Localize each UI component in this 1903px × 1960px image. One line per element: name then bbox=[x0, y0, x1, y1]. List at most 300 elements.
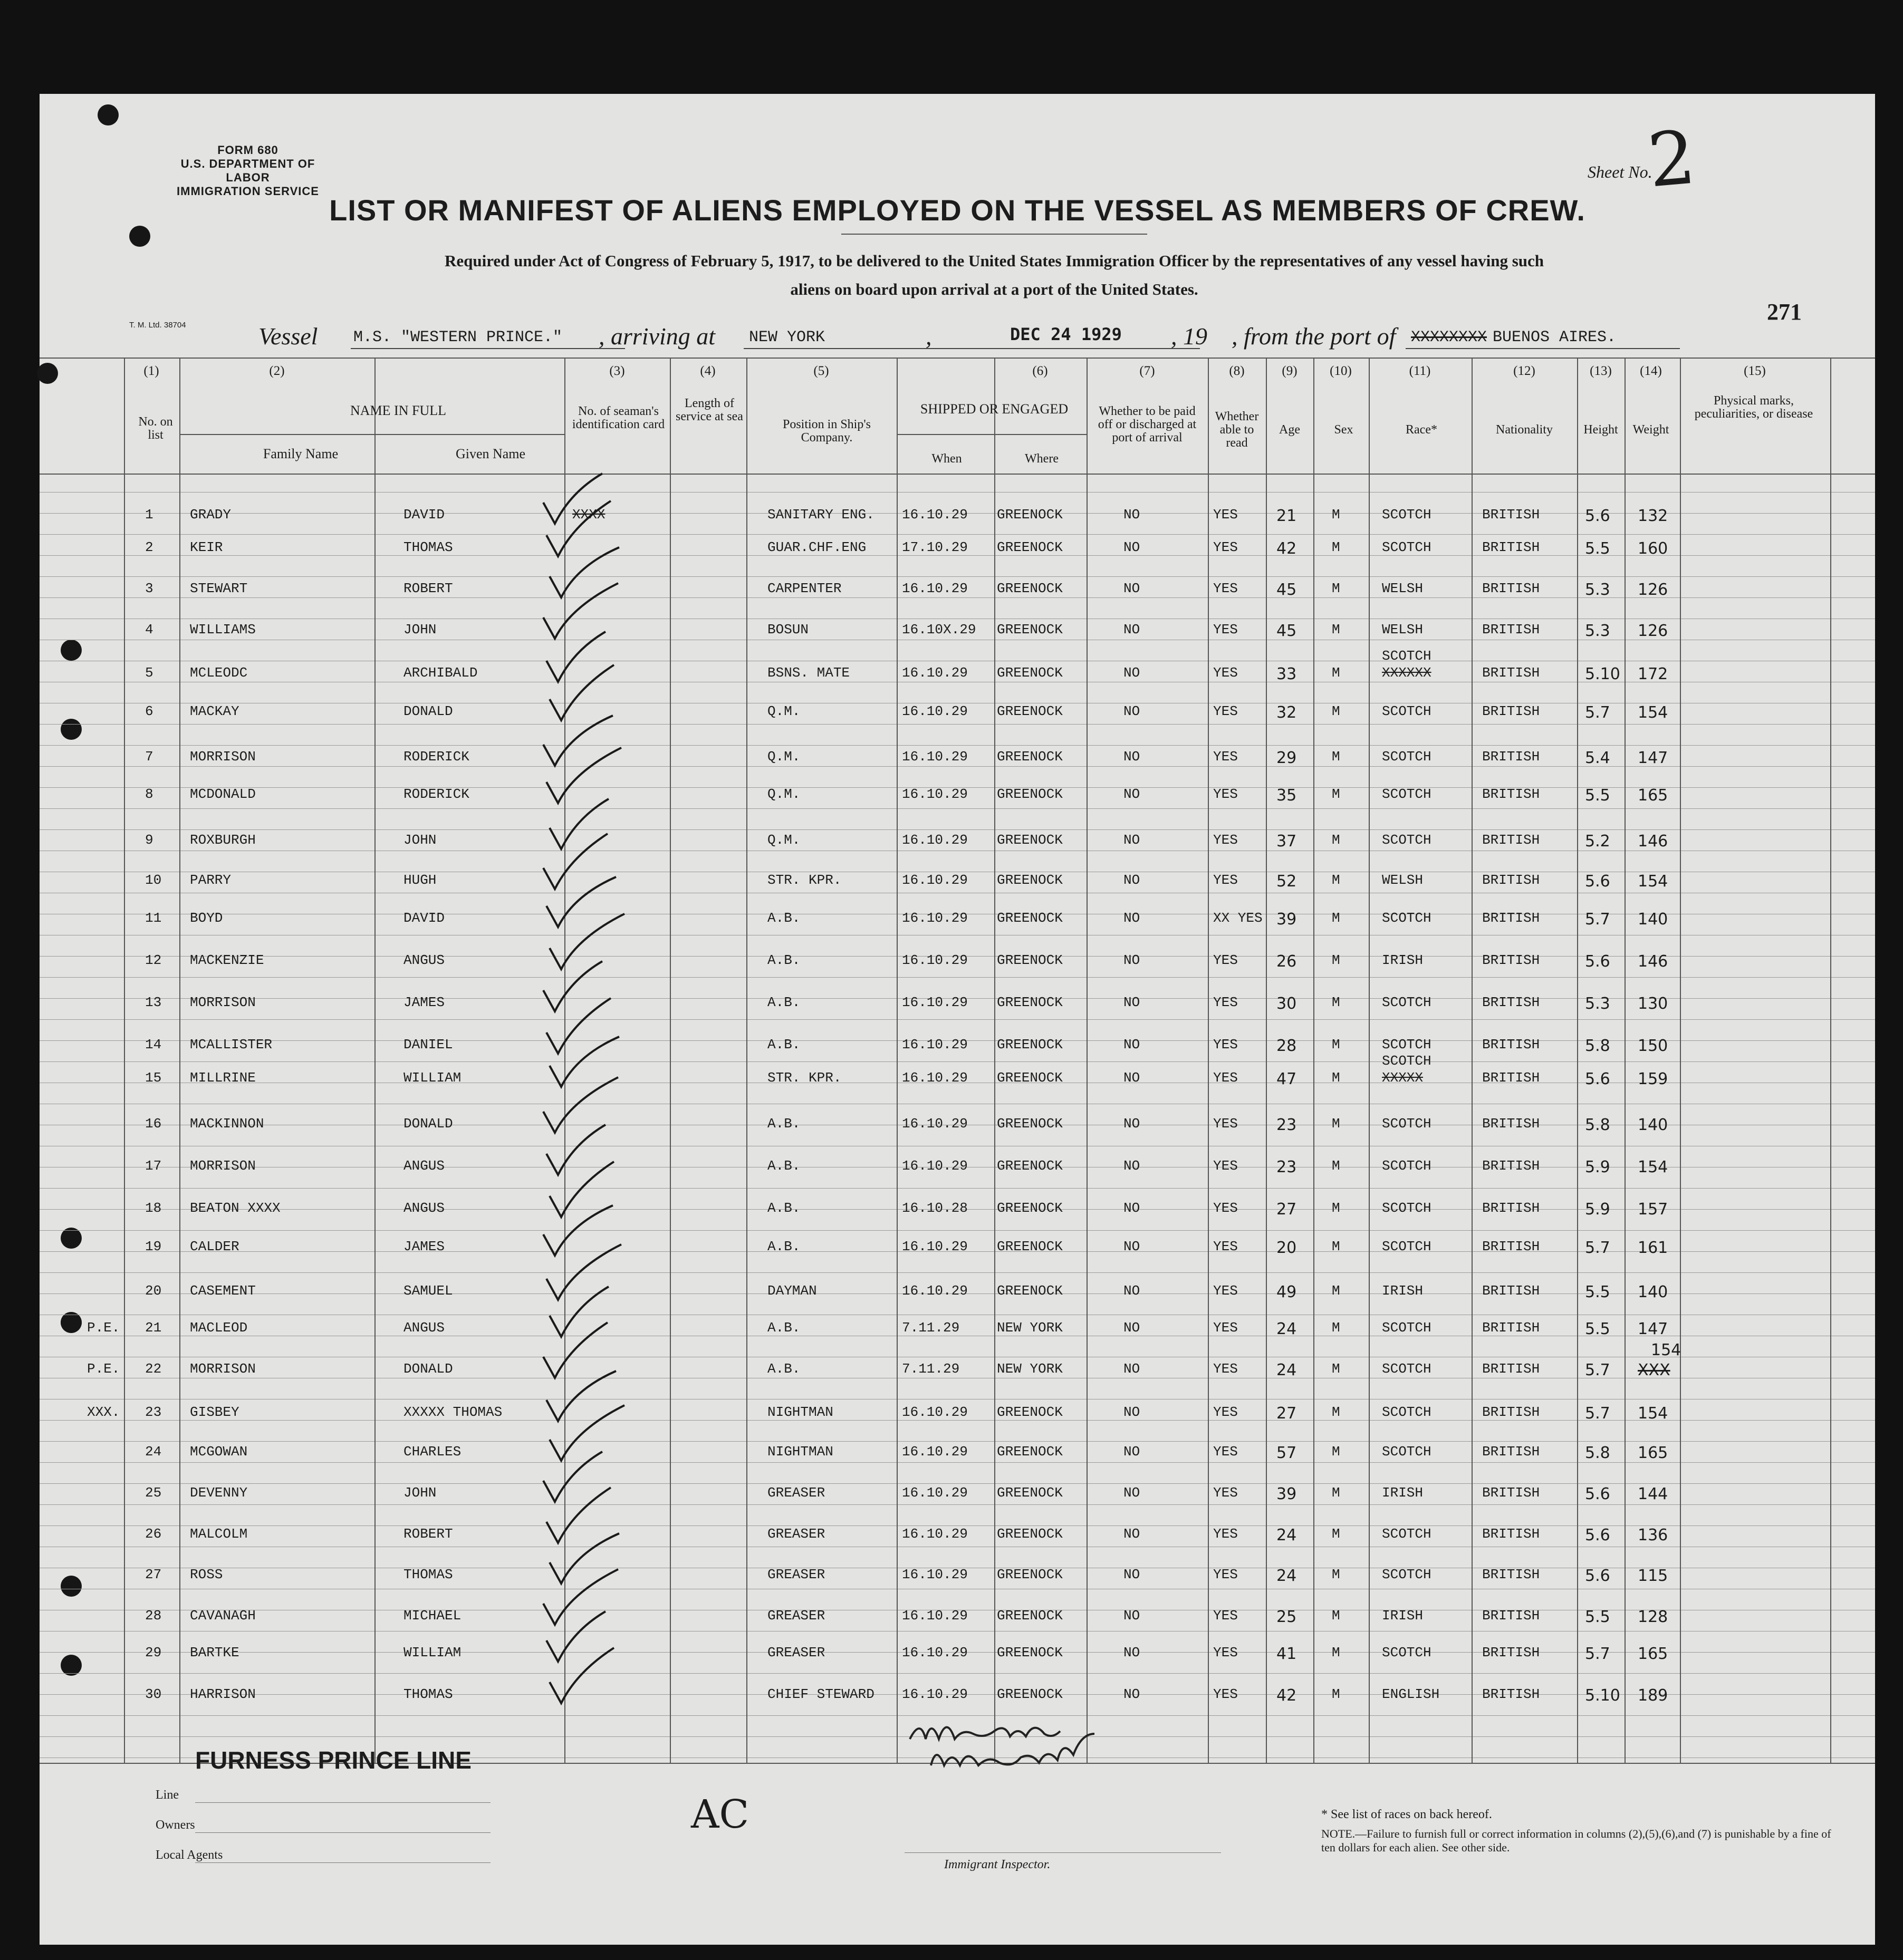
header-given-name: Given Name bbox=[455, 446, 526, 461]
form-number: FORM 680 bbox=[217, 143, 278, 157]
height: 5.7 bbox=[1585, 1404, 1610, 1423]
race: SCOTCH bbox=[1382, 1404, 1431, 1420]
age: 39 bbox=[1276, 910, 1297, 929]
race: SCOTCH bbox=[1382, 1567, 1431, 1582]
able-to-read: YES bbox=[1213, 1645, 1238, 1660]
age: 39 bbox=[1276, 1485, 1297, 1503]
check-mark-icon bbox=[543, 961, 602, 1011]
shipped-when: 16.10.29 bbox=[902, 1116, 968, 1132]
given-name: MICHAEL bbox=[403, 1608, 462, 1624]
family-name: MACKENZIE bbox=[190, 952, 264, 968]
shipped-where: GREENOCK bbox=[997, 995, 1063, 1010]
family-name: ROSS bbox=[190, 1567, 223, 1582]
weight: 159 bbox=[1638, 1070, 1668, 1088]
shipped-when: 16.10.29 bbox=[902, 786, 968, 802]
age: 27 bbox=[1276, 1404, 1297, 1423]
sex: M bbox=[1332, 1158, 1340, 1174]
shipped-when: 16.10.29 bbox=[902, 832, 968, 848]
check-mark-icon bbox=[543, 1569, 618, 1625]
weight: 147 bbox=[1638, 1320, 1668, 1338]
column-number: (7) bbox=[1139, 364, 1155, 378]
race: IRISH bbox=[1382, 1283, 1424, 1299]
age: 26 bbox=[1276, 952, 1297, 971]
height: 5.6 bbox=[1585, 952, 1610, 971]
weight: 136 bbox=[1638, 1526, 1668, 1544]
nationality: BRITISH bbox=[1482, 1158, 1540, 1174]
weight: 154 bbox=[1638, 872, 1668, 891]
position: A.B. bbox=[767, 1116, 801, 1132]
weight: 132 bbox=[1638, 507, 1668, 525]
nationality: BRITISH bbox=[1482, 995, 1540, 1010]
nationality: BRITISH bbox=[1482, 786, 1540, 802]
column-number: (3) bbox=[609, 364, 625, 378]
family-name: MACKINNON bbox=[190, 1116, 264, 1132]
shipped-when: 16.10.29 bbox=[902, 1608, 968, 1624]
column-number: (8) bbox=[1229, 364, 1245, 378]
nationality: BRITISH bbox=[1482, 749, 1540, 765]
given-name: DANIEL bbox=[403, 1037, 453, 1053]
header-family-name: Family Name bbox=[263, 446, 339, 461]
race: SCOTCH bbox=[1382, 1200, 1431, 1216]
row-number: 12 bbox=[145, 952, 162, 968]
paid-off: NO bbox=[1123, 1645, 1140, 1660]
sex: M bbox=[1332, 539, 1340, 555]
family-name: CALDER bbox=[190, 1239, 239, 1254]
family-name: BEATON XXXX bbox=[190, 1200, 281, 1216]
row-number: 30 bbox=[145, 1686, 162, 1702]
shipped-where: GREENOCK bbox=[997, 1485, 1063, 1501]
age: 33 bbox=[1276, 665, 1297, 683]
row-number: 16 bbox=[145, 1116, 162, 1132]
nationality: BRITISH bbox=[1482, 622, 1540, 638]
header-id-card: No. of seaman's identification card bbox=[572, 404, 665, 431]
weight: 161 bbox=[1638, 1239, 1668, 1257]
able-to-read: YES bbox=[1213, 703, 1238, 719]
nationality: BRITISH bbox=[1482, 1526, 1540, 1542]
position: GREASER bbox=[767, 1645, 825, 1660]
shipped-when: 7.11.29 bbox=[902, 1361, 960, 1377]
height: 5.2 bbox=[1585, 832, 1610, 851]
shipped-when: 16.10.29 bbox=[902, 749, 968, 765]
row-number: 26 bbox=[145, 1526, 162, 1542]
header-where: Where bbox=[1025, 452, 1059, 466]
shipped-where: GREENOCK bbox=[997, 581, 1063, 596]
nationality: BRITISH bbox=[1482, 832, 1540, 848]
nationality: BRITISH bbox=[1482, 1567, 1540, 1582]
header-age: Age bbox=[1279, 423, 1300, 437]
shipped-when: 16.10.29 bbox=[902, 1158, 968, 1174]
column-number: (2) bbox=[269, 364, 285, 378]
weight: 115 bbox=[1638, 1567, 1668, 1585]
sex: M bbox=[1332, 952, 1340, 968]
year-label: , 19 bbox=[1171, 323, 1207, 350]
shipped-when: 16.10.29 bbox=[902, 1070, 968, 1086]
sex: M bbox=[1332, 1404, 1340, 1420]
sheet-label: Sheet No. bbox=[1588, 162, 1652, 181]
shipped-where: GREENOCK bbox=[997, 1158, 1063, 1174]
family-name: MCLEODC bbox=[190, 665, 248, 681]
weight: 154 bbox=[1638, 1404, 1668, 1423]
paid-off: NO bbox=[1123, 749, 1140, 765]
family-name: CASEMENT bbox=[190, 1283, 256, 1299]
check-marks-column bbox=[40, 94, 1875, 1945]
age: 45 bbox=[1276, 581, 1297, 599]
owners-rule bbox=[195, 1832, 491, 1833]
weight: 157 bbox=[1638, 1200, 1668, 1219]
race: ENGLISH bbox=[1382, 1686, 1440, 1702]
column-number: (11) bbox=[1409, 364, 1431, 378]
family-name: GRADY bbox=[190, 507, 232, 523]
header-nationality: Nationality bbox=[1496, 423, 1553, 437]
sex: M bbox=[1332, 1320, 1340, 1336]
family-name: HARRISON bbox=[190, 1686, 256, 1702]
given-name: DONALD bbox=[403, 1361, 453, 1377]
paid-off: NO bbox=[1123, 507, 1140, 523]
nationality: BRITISH bbox=[1482, 1361, 1540, 1377]
family-name: MALCOLM bbox=[190, 1526, 248, 1542]
nationality: BRITISH bbox=[1482, 1283, 1540, 1299]
shipped-when: 16.10.28 bbox=[902, 1200, 968, 1216]
age: 21 bbox=[1276, 507, 1297, 525]
nationality: BRITISH bbox=[1482, 1485, 1540, 1501]
inspector-rule bbox=[905, 1852, 1221, 1853]
row-number: 27 bbox=[145, 1567, 162, 1582]
paid-off: NO bbox=[1123, 1567, 1140, 1582]
paid-off: NO bbox=[1123, 1444, 1140, 1460]
header-able-read: Whether able to read bbox=[1215, 410, 1259, 450]
sex: M bbox=[1332, 1645, 1340, 1660]
age: 32 bbox=[1276, 703, 1297, 722]
row-number: 9 bbox=[145, 832, 153, 848]
header-when: When bbox=[931, 452, 962, 466]
row-number: 28 bbox=[145, 1608, 162, 1624]
page-number: 271 bbox=[1767, 299, 1802, 325]
header-length-service: Length of service at sea bbox=[676, 397, 743, 423]
age: 47 bbox=[1276, 1070, 1297, 1088]
check-mark-icon bbox=[550, 1405, 624, 1461]
given-name: JAMES bbox=[403, 1239, 445, 1254]
paid-off: NO bbox=[1123, 1283, 1140, 1299]
able-to-read: XX YES bbox=[1213, 910, 1263, 926]
shipped-where: NEW YORK bbox=[997, 1361, 1063, 1377]
age: 37 bbox=[1276, 832, 1297, 851]
race: SCOTCH bbox=[1382, 1361, 1431, 1377]
local-agents-rule bbox=[195, 1862, 491, 1863]
race: SCOTCH bbox=[1382, 1116, 1431, 1132]
race: IRISH bbox=[1382, 952, 1424, 968]
paid-off: NO bbox=[1123, 1608, 1140, 1624]
able-to-read: YES bbox=[1213, 1320, 1238, 1336]
given-name: HUGH bbox=[403, 872, 437, 888]
given-name: SAMUEL bbox=[403, 1283, 453, 1299]
position: Q.M. bbox=[767, 703, 801, 719]
paid-off: NO bbox=[1123, 995, 1140, 1010]
nationality: BRITISH bbox=[1482, 703, 1540, 719]
weight: 144 bbox=[1638, 1485, 1668, 1503]
weight: 150 bbox=[1638, 1037, 1668, 1055]
id-card: XXXX bbox=[572, 507, 606, 523]
sex: M bbox=[1332, 507, 1340, 523]
height: 5.8 bbox=[1585, 1116, 1610, 1134]
age: 20 bbox=[1276, 1239, 1297, 1257]
family-name: WILLIAMS bbox=[190, 622, 256, 638]
height: 5.6 bbox=[1585, 1070, 1610, 1088]
check-mark-icon bbox=[546, 1611, 606, 1662]
weight: 140 bbox=[1638, 1116, 1668, 1134]
sex: M bbox=[1332, 1037, 1340, 1053]
weight-correction: 154 bbox=[1651, 1341, 1681, 1359]
check-mark-icon bbox=[550, 1287, 609, 1337]
shipped-where: GREENOCK bbox=[997, 665, 1063, 681]
paid-off: NO bbox=[1123, 910, 1140, 926]
family-name: MORRISON bbox=[190, 1361, 256, 1377]
position: SANITARY ENG. bbox=[767, 507, 874, 523]
sex: M bbox=[1332, 665, 1340, 681]
shipped-when: 16.10.29 bbox=[902, 1444, 968, 1460]
inspector-label: Immigrant Inspector. bbox=[944, 1858, 1051, 1871]
paid-off: NO bbox=[1123, 952, 1140, 968]
race: SCOTCH bbox=[1382, 1645, 1431, 1660]
height: 5.7 bbox=[1585, 1361, 1610, 1379]
shipped-when: 16.10.29 bbox=[902, 872, 968, 888]
department-name: U.S. DEPARTMENT OF LABOR bbox=[180, 157, 315, 184]
shipped-where: GREENOCK bbox=[997, 1567, 1063, 1582]
column-number: (12) bbox=[1513, 364, 1535, 378]
position: GREASER bbox=[767, 1526, 825, 1542]
age: 28 bbox=[1276, 1037, 1297, 1055]
height: 5.5 bbox=[1585, 786, 1610, 805]
nationality: BRITISH bbox=[1482, 910, 1540, 926]
manifest-sheet bbox=[40, 94, 1875, 1945]
height: 5.3 bbox=[1585, 581, 1610, 599]
weight: 165 bbox=[1638, 1645, 1668, 1663]
shipped-when: 16.10.29 bbox=[902, 1037, 968, 1053]
paid-off: NO bbox=[1123, 665, 1140, 681]
shipped-where: GREENOCK bbox=[997, 952, 1063, 968]
shipped-where: GREENOCK bbox=[997, 1037, 1063, 1053]
given-name: ANGUS bbox=[403, 1158, 445, 1174]
family-name: GISBEY bbox=[190, 1404, 239, 1420]
height: 5.3 bbox=[1585, 995, 1610, 1013]
age: 49 bbox=[1276, 1283, 1297, 1301]
row-number: 10 bbox=[145, 872, 162, 888]
age: 57 bbox=[1276, 1444, 1297, 1462]
row-number: 19 bbox=[145, 1239, 162, 1254]
height: 5.6 bbox=[1585, 1485, 1610, 1503]
height: 5.9 bbox=[1585, 1158, 1610, 1176]
sex: M bbox=[1332, 872, 1340, 888]
paid-off: NO bbox=[1123, 581, 1140, 596]
subtitle-line-1: Required under Act of Congress of February 5, 1917, to be delivered to the United States Immigration Officer by the representatives of any vessel having such bbox=[444, 252, 1544, 270]
height: 5.10 bbox=[1585, 665, 1620, 683]
height: 5.6 bbox=[1585, 1567, 1610, 1585]
weight: 126 bbox=[1638, 581, 1668, 599]
margin-mark: XXX. bbox=[87, 1404, 120, 1420]
able-to-read: YES bbox=[1213, 1283, 1238, 1299]
from-port-label: , from the port of bbox=[1232, 323, 1396, 350]
able-to-read: YES bbox=[1213, 1404, 1238, 1420]
weight: 140 bbox=[1638, 910, 1668, 929]
shipped-when: 16.10.29 bbox=[902, 1526, 968, 1542]
line-label: Line bbox=[156, 1788, 179, 1802]
row-number: 4 bbox=[145, 622, 153, 638]
position: GUAR.CHF.ENG bbox=[767, 539, 867, 555]
check-mark-icon bbox=[543, 583, 618, 639]
shipped-where: GREENOCK bbox=[997, 1070, 1063, 1086]
nationality: BRITISH bbox=[1482, 1070, 1540, 1086]
able-to-read: YES bbox=[1213, 872, 1238, 888]
position: BSNS. MATE bbox=[767, 665, 850, 681]
nationality: BRITISH bbox=[1482, 1200, 1540, 1216]
height: 5.7 bbox=[1585, 1239, 1610, 1257]
row-number: 13 bbox=[145, 995, 162, 1010]
given-name: RODERICK bbox=[403, 786, 469, 802]
row-number: 21 bbox=[145, 1320, 162, 1336]
position: A.B. bbox=[767, 1239, 801, 1254]
position: DAYMAN bbox=[767, 1283, 817, 1299]
able-to-read: YES bbox=[1213, 539, 1238, 555]
paid-off: NO bbox=[1123, 1404, 1140, 1420]
sex: M bbox=[1332, 1361, 1340, 1377]
age: 24 bbox=[1276, 1361, 1297, 1379]
family-name: MORRISON bbox=[190, 995, 256, 1010]
sex: M bbox=[1332, 581, 1340, 596]
shipped-when: 16.10.29 bbox=[902, 703, 968, 719]
nationality: BRITISH bbox=[1482, 872, 1540, 888]
shipped-when: 16.10.29 bbox=[902, 952, 968, 968]
paid-off: NO bbox=[1123, 1116, 1140, 1132]
able-to-read: YES bbox=[1213, 581, 1238, 596]
column-number: (1) bbox=[143, 364, 159, 378]
height: 5.5 bbox=[1585, 539, 1610, 558]
height: 5.7 bbox=[1585, 1645, 1610, 1663]
weight: 165 bbox=[1638, 1444, 1668, 1462]
check-mark-icon bbox=[550, 1037, 619, 1087]
nationality: BRITISH bbox=[1482, 1404, 1540, 1420]
shipped-where: GREENOCK bbox=[997, 872, 1063, 888]
shipped-where: GREENOCK bbox=[997, 1526, 1063, 1542]
age: 24 bbox=[1276, 1320, 1297, 1338]
shipped-where: GREENOCK bbox=[997, 1200, 1063, 1216]
penalty-note: NOTE.—Failure to furnish full or correct information in columns (2),(5),(6),and (7) is punishable by a fine of ten dollars for each alien. See other side. bbox=[1321, 1827, 1831, 1854]
sex: M bbox=[1332, 1526, 1340, 1542]
shipped-when: 16.10.29 bbox=[902, 507, 968, 523]
row-number: 15 bbox=[145, 1070, 162, 1086]
race: SCOTCH bbox=[1382, 1320, 1431, 1336]
shipped-where: GREENOCK bbox=[997, 622, 1063, 638]
age: 23 bbox=[1276, 1158, 1297, 1176]
shipped-where: GREENOCK bbox=[997, 1686, 1063, 1702]
sex: M bbox=[1332, 622, 1340, 638]
family-name: STEWART bbox=[190, 581, 248, 596]
able-to-read: YES bbox=[1213, 1444, 1238, 1460]
race: XXXXXX bbox=[1382, 665, 1431, 681]
given-name: ANGUS bbox=[403, 1320, 445, 1336]
position: CARPENTER bbox=[767, 581, 842, 596]
age: 42 bbox=[1276, 539, 1297, 558]
age: 23 bbox=[1276, 1116, 1297, 1134]
column-number: (5) bbox=[813, 364, 829, 378]
column-number: (13) bbox=[1590, 364, 1612, 378]
column-number: (14) bbox=[1640, 364, 1662, 378]
family-name: MCGOWAN bbox=[190, 1444, 248, 1460]
check-mark-icon bbox=[546, 501, 611, 556]
header-paid-off: Whether to be paid off or discharged at port of arrival bbox=[1098, 404, 1197, 445]
height: 5.3 bbox=[1585, 622, 1610, 640]
check-mark-icon bbox=[550, 665, 614, 720]
paid-off: NO bbox=[1123, 1361, 1140, 1377]
height: 5.7 bbox=[1585, 910, 1610, 929]
shipped-where: GREENOCK bbox=[997, 910, 1063, 926]
check-mark-icon bbox=[543, 834, 608, 889]
race: SCOTCH bbox=[1382, 832, 1431, 848]
nationality: BRITISH bbox=[1482, 1608, 1540, 1624]
family-name: DEVENNY bbox=[190, 1485, 248, 1501]
paid-off: NO bbox=[1123, 1526, 1140, 1542]
shipped-where: GREENOCK bbox=[997, 539, 1063, 555]
column-number: (15) bbox=[1744, 364, 1766, 378]
position: BOSUN bbox=[767, 622, 809, 638]
local-agents-label: Local Agents bbox=[156, 1848, 223, 1862]
family-name: MCALLISTER bbox=[190, 1037, 273, 1053]
race-correction: SCOTCH bbox=[1382, 648, 1431, 664]
paid-off: NO bbox=[1123, 1070, 1140, 1086]
able-to-read: YES bbox=[1213, 1567, 1238, 1582]
position: A.B. bbox=[767, 1361, 801, 1377]
nationality: BRITISH bbox=[1482, 581, 1540, 596]
given-name: JAMES bbox=[403, 995, 445, 1010]
given-name: WILLIAM bbox=[403, 1645, 462, 1660]
sex: M bbox=[1332, 1444, 1340, 1460]
given-name: ANGUS bbox=[403, 952, 445, 968]
nationality: BRITISH bbox=[1482, 539, 1540, 555]
given-name: ANGUS bbox=[403, 1200, 445, 1216]
weight: 154 bbox=[1638, 703, 1668, 722]
position: A.B. bbox=[767, 910, 801, 926]
position: A.B. bbox=[767, 1037, 801, 1053]
nationality: BRITISH bbox=[1482, 507, 1540, 523]
race: SCOTCH bbox=[1382, 786, 1431, 802]
shipped-where: NEW YORK bbox=[997, 1320, 1063, 1336]
row-number: 2 bbox=[145, 539, 153, 555]
row-number: 25 bbox=[145, 1485, 162, 1501]
row-number: 8 bbox=[145, 786, 153, 802]
shipped-when: 16.10.29 bbox=[902, 581, 968, 596]
weight: 130 bbox=[1638, 995, 1668, 1013]
race: WELSH bbox=[1382, 622, 1424, 638]
paid-off: NO bbox=[1123, 1239, 1140, 1254]
position: STR. KPR. bbox=[767, 872, 842, 888]
nationality: BRITISH bbox=[1482, 1444, 1540, 1460]
header-race: Race* bbox=[1406, 423, 1437, 437]
shipped-when: 16.10.29 bbox=[902, 910, 968, 926]
position: Q.M. bbox=[767, 832, 801, 848]
sex: M bbox=[1332, 1070, 1340, 1086]
family-name: MACKAY bbox=[190, 703, 239, 719]
paid-off: NO bbox=[1123, 622, 1140, 638]
family-name: CAVANAGH bbox=[190, 1608, 256, 1624]
position: NIGHTMAN bbox=[767, 1404, 833, 1420]
row-number: 29 bbox=[145, 1645, 162, 1660]
arriving-label: , arriving at bbox=[599, 323, 716, 350]
family-name: MCDONALD bbox=[190, 786, 256, 802]
shipped-when: 16.10.29 bbox=[902, 1567, 968, 1582]
row-number: 18 bbox=[145, 1200, 162, 1216]
able-to-read: YES bbox=[1213, 1361, 1238, 1377]
shipped-where: GREENOCK bbox=[997, 703, 1063, 719]
shipped-where: GREENOCK bbox=[997, 786, 1063, 802]
age: 42 bbox=[1276, 1686, 1297, 1705]
